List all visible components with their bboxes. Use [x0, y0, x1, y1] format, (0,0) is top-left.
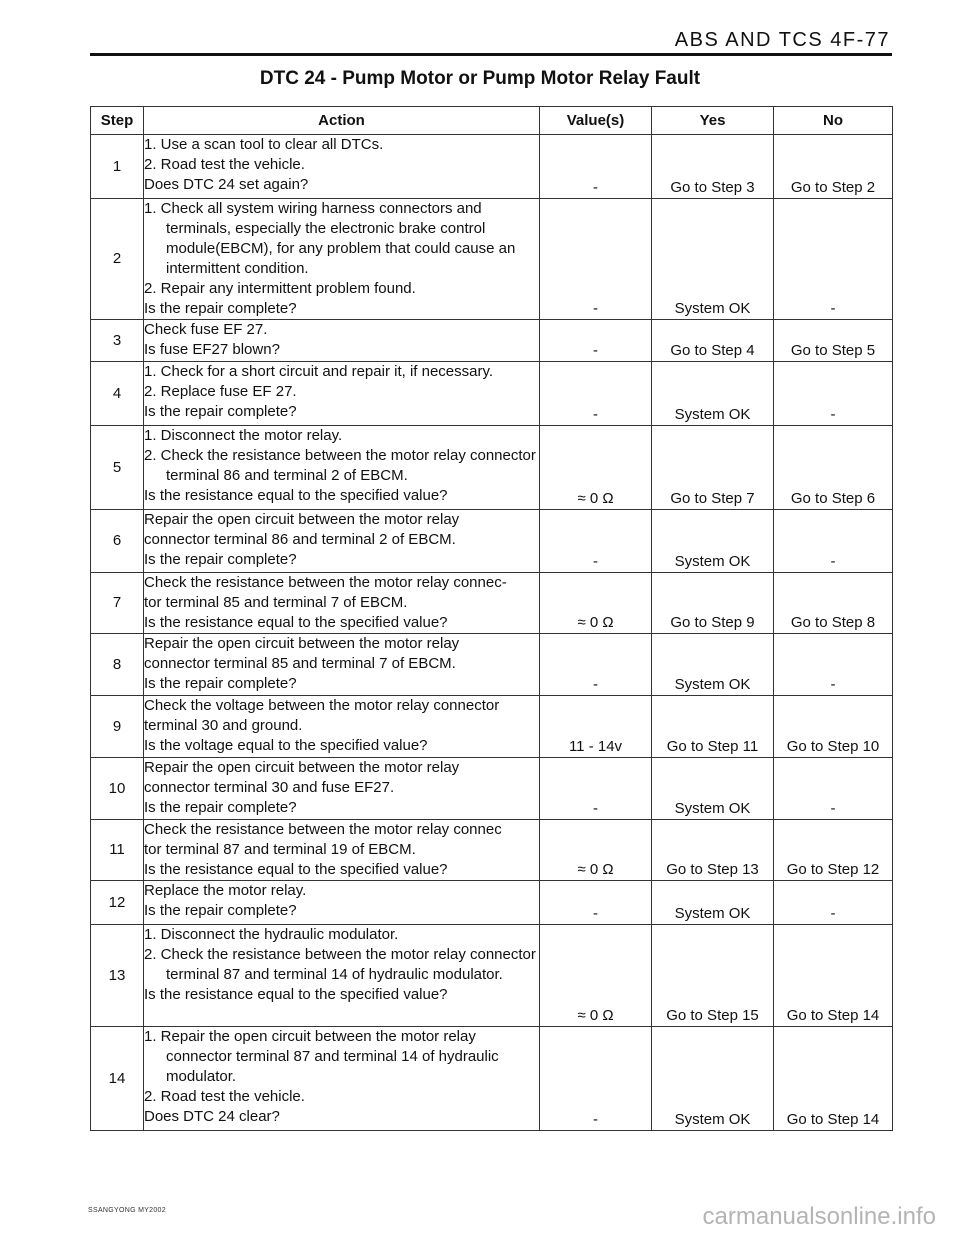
action-line: Is the repair complete? — [144, 675, 297, 692]
action-cell — [144, 199, 540, 320]
action-line: Repair the open circuit between the motor relay — [144, 511, 460, 528]
value-cell: 11 - 14v — [540, 696, 652, 758]
column-header-step: Step — [91, 107, 144, 135]
action-line: Repair the open circuit between the motor relay — [144, 759, 460, 776]
value-cell: - — [540, 881, 652, 925]
yes-cell: Go to Step 9 — [652, 573, 774, 634]
table-row — [91, 135, 893, 199]
step-number: 11 — [91, 820, 144, 881]
value-cell: - — [540, 510, 652, 573]
table-row — [91, 510, 893, 573]
action-line: Check fuse EF 27. — [144, 321, 268, 338]
action-line: Is fuse EF27 blown? — [144, 341, 280, 358]
table-row — [91, 820, 893, 881]
step-number: 9 — [91, 696, 144, 758]
action-line: 2. Check the resistance between the motor relay connector terminal 87 and terminal 14 of hydraulic modulator. — [144, 946, 536, 983]
section-header: ABS AND TCS 4F-77 — [674, 29, 890, 51]
action-line: Is the resistance equal to the specified value? — [144, 487, 448, 504]
table-row — [91, 696, 893, 758]
step-number: 12 — [91, 881, 144, 925]
column-header-values: Value(s) — [540, 107, 652, 135]
action-line: Replace the motor relay. — [144, 882, 307, 899]
yes-cell: System OK — [652, 510, 774, 573]
yes-cell: Go to Step 4 — [652, 320, 774, 362]
no-cell: Go to Step 8 — [774, 573, 893, 634]
action-line: Check the resistance between the motor relay connec- — [144, 574, 507, 591]
action-cell — [144, 320, 540, 362]
yes-cell: System OK — [652, 1027, 774, 1131]
action-cell — [144, 135, 540, 199]
value-cell: - — [540, 758, 652, 820]
step-number: 2 — [91, 199, 144, 320]
no-cell: - — [774, 199, 893, 320]
step-number: 5 — [91, 426, 144, 510]
action-line: Does DTC 24 clear? — [144, 1108, 280, 1125]
step-number: 6 — [91, 510, 144, 573]
action-line: 2. Repair any intermittent problem found. — [144, 280, 416, 297]
column-header-no: No — [774, 107, 893, 135]
no-cell: Go to Step 14 — [774, 925, 893, 1027]
watermark: carmanualsonline.info — [702, 1203, 936, 1230]
value-cell: - — [540, 1027, 652, 1131]
value-cell: ≈ 0 Ω — [540, 426, 652, 510]
action-cell — [144, 362, 540, 426]
action-line: Does DTC 24 set again? — [144, 176, 309, 193]
value-cell: - — [540, 320, 652, 362]
yes-cell: System OK — [652, 362, 774, 426]
no-cell: Go to Step 2 — [774, 135, 893, 199]
no-cell: - — [774, 758, 893, 820]
action-line: Is the resistance equal to the specified value? — [144, 986, 448, 1003]
header-rule — [90, 53, 892, 56]
action-line: 2. Check the resistance between the motor relay connector terminal 86 and terminal 2 of EBCM. — [144, 447, 536, 484]
yes-cell: System OK — [652, 199, 774, 320]
action-cell — [144, 881, 540, 925]
step-number: 13 — [91, 925, 144, 1027]
no-cell: Go to Step 10 — [774, 696, 893, 758]
action-line: Is the voltage equal to the specified value? — [144, 737, 428, 754]
action-cell — [144, 758, 540, 820]
step-number: 3 — [91, 320, 144, 362]
value-cell: ≈ 0 Ω — [540, 925, 652, 1027]
action-line: Check the resistance between the motor relay connec — [144, 821, 502, 838]
action-line: terminal 30 and ground. — [144, 717, 303, 734]
action-line: tor terminal 87 and terminal 19 of EBCM. — [144, 841, 416, 858]
action-line: 1. Use a scan tool to clear all DTCs. — [144, 136, 384, 153]
action-line: 1. Disconnect the motor relay. — [144, 427, 343, 444]
no-cell: - — [774, 362, 893, 426]
no-cell: Go to Step 6 — [774, 426, 893, 510]
action-cell — [144, 634, 540, 696]
action-line: Is the repair complete? — [144, 300, 297, 317]
step-number: 1 — [91, 135, 144, 199]
column-header-action: Action — [144, 107, 540, 135]
value-cell: - — [540, 362, 652, 426]
table-body — [91, 135, 893, 1131]
action-line: 2. Replace fuse EF 27. — [144, 383, 297, 400]
no-cell: Go to Step 5 — [774, 320, 893, 362]
action-line: Is the resistance equal to the specified value? — [144, 861, 448, 878]
action-line: connector terminal 85 and terminal 7 of EBCM. — [144, 655, 456, 672]
table-header-row — [91, 107, 893, 135]
yes-cell: System OK — [652, 881, 774, 925]
yes-cell: Go to Step 15 — [652, 925, 774, 1027]
value-cell: ≈ 0 Ω — [540, 573, 652, 634]
action-cell — [144, 820, 540, 881]
action-line: 2. Road test the vehicle. — [144, 156, 305, 173]
table-row — [91, 426, 893, 510]
no-cell: - — [774, 510, 893, 573]
action-cell — [144, 696, 540, 758]
step-number: 4 — [91, 362, 144, 426]
no-cell: Go to Step 14 — [774, 1027, 893, 1131]
footer-brand: SSANGYONG MY2002 — [88, 1207, 166, 1214]
action-line: connector terminal 30 and fuse EF27. — [144, 779, 395, 796]
table-row — [91, 1027, 893, 1131]
value-cell: - — [540, 199, 652, 320]
action-cell — [144, 426, 540, 510]
step-number: 14 — [91, 1027, 144, 1131]
table-row — [91, 320, 893, 362]
column-header-yes: Yes — [652, 107, 774, 135]
action-line: 1. Repair the open circuit between the motor relay connector terminal 87 and terminal 14 of hydraulic modulator. — [144, 1028, 499, 1085]
yes-cell: Go to Step 3 — [652, 135, 774, 199]
action-line: Is the repair complete? — [144, 551, 297, 568]
table-row — [91, 573, 893, 634]
action-line: tor terminal 85 and terminal 7 of EBCM. — [144, 594, 408, 611]
action-line: Is the repair complete? — [144, 799, 297, 816]
no-cell: - — [774, 634, 893, 696]
step-number: 7 — [91, 573, 144, 634]
diagnostic-table — [90, 106, 893, 1131]
action-line: 1. Check for a short circuit and repair it, if necessary. — [144, 363, 494, 380]
yes-cell: System OK — [652, 634, 774, 696]
no-cell: - — [774, 881, 893, 925]
action-line: 1. Check all system wiring harness connectors and terminals, especially the electronic brake control module(EBCM), for any problem that could cause an intermittent condition. — [144, 200, 516, 277]
no-cell: Go to Step 12 — [774, 820, 893, 881]
yes-cell: Go to Step 11 — [652, 696, 774, 758]
yes-cell: System OK — [652, 758, 774, 820]
table-row — [91, 362, 893, 426]
action-line: 2. Road test the vehicle. — [144, 1088, 305, 1105]
step-number: 10 — [91, 758, 144, 820]
action-line: Is the resistance equal to the specified value? — [144, 614, 448, 631]
page-title: DTC 24 - Pump Motor or Pump Motor Relay Fault — [259, 68, 701, 89]
action-line: Check the voltage between the motor relay connector — [144, 697, 500, 714]
action-line: Is the repair complete? — [144, 902, 297, 919]
value-cell: ≈ 0 Ω — [540, 820, 652, 881]
table-row — [91, 925, 893, 1027]
step-number: 8 — [91, 634, 144, 696]
action-line: connector terminal 86 and terminal 2 of EBCM. — [144, 531, 456, 548]
action-cell — [144, 1027, 540, 1131]
action-cell — [144, 573, 540, 634]
value-cell: - — [540, 634, 652, 696]
table-row — [91, 634, 893, 696]
yes-cell: Go to Step 7 — [652, 426, 774, 510]
table-row — [91, 758, 893, 820]
action-line: Repair the open circuit between the motor relay — [144, 635, 460, 652]
value-cell: - — [540, 135, 652, 199]
action-cell — [144, 510, 540, 573]
yes-cell: Go to Step 13 — [652, 820, 774, 881]
action-line: Is the repair complete? — [144, 403, 297, 420]
action-line: 1. Disconnect the hydraulic modulator. — [144, 926, 399, 943]
action-cell — [144, 925, 540, 1027]
table-row — [91, 199, 893, 320]
table-row — [91, 881, 893, 925]
